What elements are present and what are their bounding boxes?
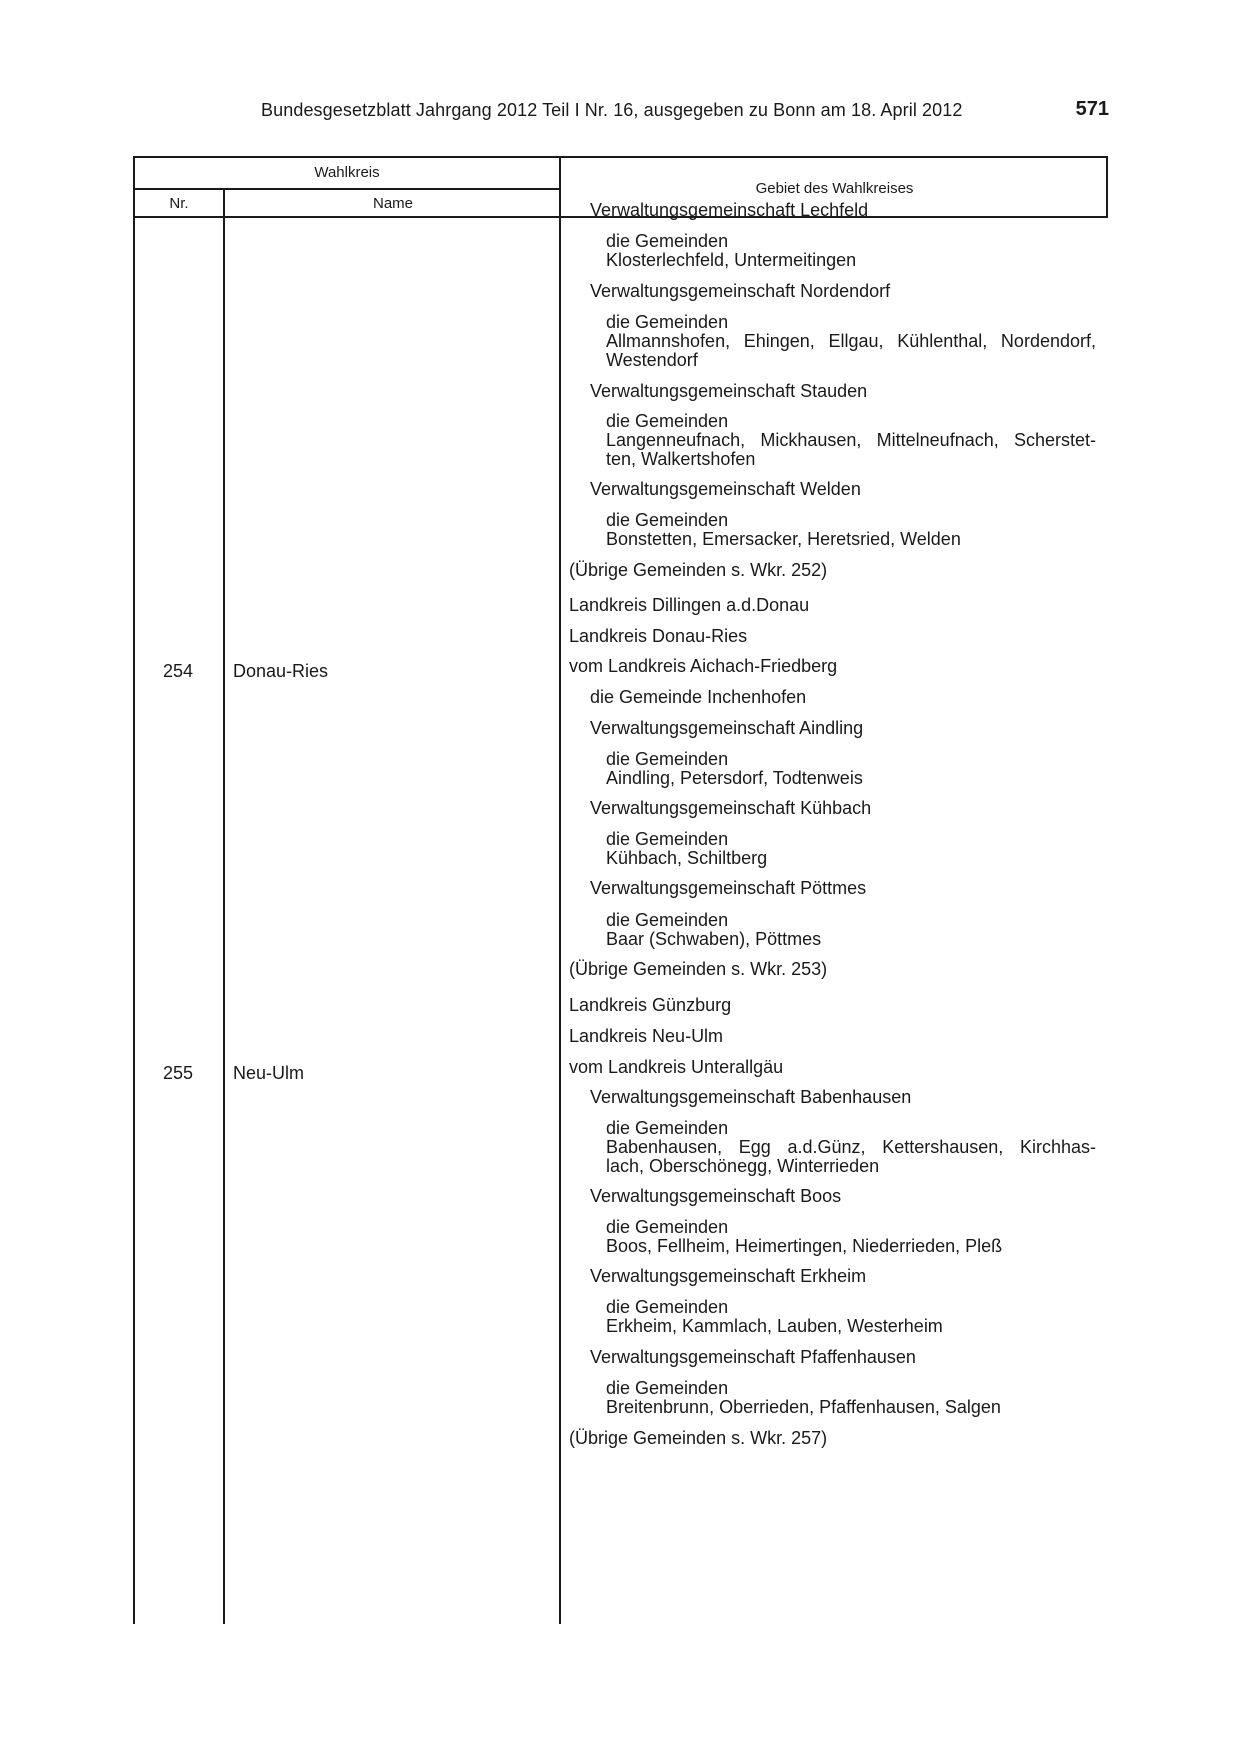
area-line: die Gemeinden [606,910,729,930]
district-name: Donau-Ries [233,661,329,681]
area-line: die Gemeinden [606,510,729,530]
column-divider-name-area [559,156,561,1624]
area-line: Landkreis Dillingen a.d.Donau [569,595,810,615]
header-wahlkreis: Wahlkreis [314,164,380,181]
area-line: Landkreis Neu-Ulm [569,1026,724,1046]
area-line: Verwaltungsgemeinschaft Lechfeld [590,200,869,220]
constituency-table [133,156,1108,1624]
area-line: ten, Walkertshofen [606,449,756,469]
area-line: Verwaltungsgemeinschaft Nordendorf [590,281,891,301]
area-line: Verwaltungsgemeinschaft Kühbach [590,798,872,818]
area-line: (Übrige Gemeinden s. Wkr. 257) [569,1428,828,1448]
area-line: Bonstetten, Emersacker, Heretsried, Welden [606,529,961,549]
area-line: Langenneufnach, Mickhausen, Mittelneufnach, Scherstet- [606,430,1096,450]
area-line: Aindling, Petersdorf, Todtenweis [606,768,863,788]
area-line: die Gemeinde Inchenhofen [590,687,807,707]
running-title: Bundesgesetzblatt Jahrgang 2012 Teil I Nr. 16, ausgegeben zu Bonn am 18. April 2012 [261,100,963,120]
header-name: Name [372,195,413,212]
area-line: die Gemeinden [606,231,729,251]
area-line: Breitenbrunn, Oberrieden, Pfaffenhausen, Salgen [606,1397,1001,1417]
area-line: Boos, Fellheim, Heimertingen, Niederrieden, Pleß [606,1236,1003,1256]
area-line: vom Landkreis Unterallgäu [569,1057,784,1077]
area-line: Babenhausen, Egg a.d.Günz, Kettershausen, Kirchhas- [606,1137,1096,1157]
area-line: die Gemeinden [606,1217,729,1237]
page-number: 571 [1075,98,1109,120]
area-line: Baar (Schwaben), Pöttmes [606,929,822,949]
area-line: Klosterlechfeld, Untermeitingen [606,250,857,270]
area-line: Kühbach, Schiltberg [606,848,768,868]
area-line: Erkheim, Kammlach, Lauben, Westerheim [606,1316,943,1336]
area-line: Verwaltungsgemeinschaft Welden [590,479,861,499]
area-line: Verwaltungsgemeinschaft Aindling [590,718,864,738]
header-gebiet: Gebiet des Wahlkreises [755,180,914,197]
area-line: die Gemeinden [606,1297,729,1317]
table-left-rule [133,156,135,1624]
area-line: Verwaltungsgemeinschaft Pfaffenhausen [590,1347,916,1367]
area-line: Verwaltungsgemeinschaft Erkheim [590,1266,867,1286]
area-line: Verwaltungsgemeinschaft Babenhausen [590,1087,912,1107]
area-line: (Übrige Gemeinden s. Wkr. 253) [569,959,828,979]
table-top-rule [133,156,1108,158]
area-line: Verwaltungsgemeinschaft Boos [590,1186,842,1206]
area-line: lach, Oberschönegg, Winterrieden [606,1156,880,1176]
column-divider-nr-name [223,188,225,1624]
header-mid-rule [133,188,561,190]
district-nr: 254 [162,661,194,681]
district-name: Neu-Ulm [233,1063,305,1083]
area-line: die Gemeinden [606,829,729,849]
area-line: die Gemeinden [606,749,729,769]
area-line: die Gemeinden [606,1118,729,1138]
area-line: Landkreis Günzburg [569,995,732,1015]
area-line: Verwaltungsgemeinschaft Pöttmes [590,878,867,898]
area-line: Allmannshofen, Ehingen, Ellgau, Kühlenthal, Nordendorf, [606,331,1096,351]
area-line: Verwaltungsgemeinschaft Stauden [590,381,868,401]
area-line: die Gemeinden [606,312,729,332]
running-head [0,100,1241,130]
area-line: Landkreis Donau-Ries [569,626,748,646]
area-line: die Gemeinden [606,1378,729,1398]
header-nr: Nr. [169,195,189,212]
district-nr: 255 [162,1063,194,1083]
area-line: die Gemeinden [606,411,729,431]
area-line: Westendorf [606,350,698,370]
area-line: (Übrige Gemeinden s. Wkr. 252) [569,560,828,580]
area-line: vom Landkreis Aichach-Friedberg [569,656,838,676]
